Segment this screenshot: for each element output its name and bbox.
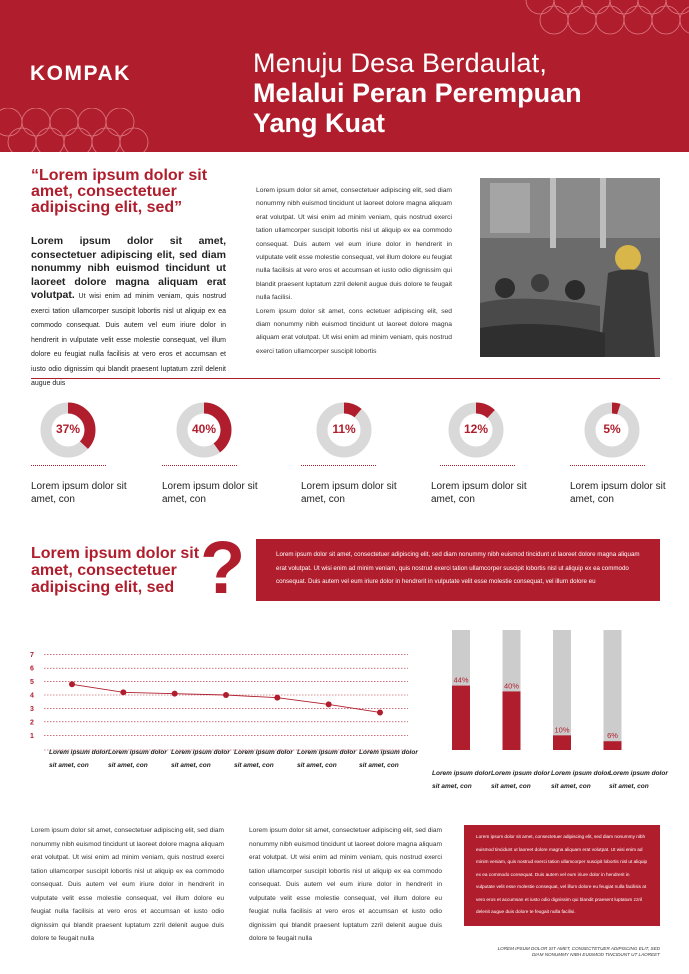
dotted-separator bbox=[570, 465, 645, 466]
bar-category-label: Lorem ipsum dolor sit amet, con bbox=[491, 770, 550, 790]
x-category-label: Lorem ipsum dolor sit amet, con bbox=[108, 749, 167, 769]
lead-rest: Ut wisi enim ad minim veniam, quis nostrud exerci tation ullamcorper suscipit lobortis nisl ut aliquip ex ea commodo consequat. Duis autem vel eum iriure dolor in hendrerit in vulputate velit esse molestie consequat, vel illum dolore eu feugiat nulla facilisis at vero eros et accumsan et iusto odio dignissim qui blandit praesent luptatum zzril delenit augue duis bbox=[31, 293, 226, 387]
footnote: LOREM IPSUM DOLOR SIT AMET, CONSECTETUER ADIPISCING ELIT, SED DIAM NONUMMY NIBH EUISMOD TINCIDUNT UT LAOREET bbox=[497, 946, 660, 957]
bar-value-label: 44% bbox=[453, 675, 469, 685]
donut-percent-label: 12% bbox=[463, 422, 489, 436]
dotted-separator bbox=[31, 465, 106, 466]
x-category-label: Lorem ipsum dolor sit amet, con bbox=[359, 749, 418, 769]
stat-caption: Lorem ipsum dolor sit amet, con bbox=[301, 481, 397, 505]
donut-chart-5 bbox=[584, 402, 640, 458]
bottom-column-1: Lorem ipsum dolor sit amet, consectetuer adipiscing elit, sed diam nonummy nibh euismod tincidunt ut laoreet dolore magna aliquam erat volutpat. Ut wisi enim ad minim veniam, quis nostrud exerci tation ullamcorper suscipit lobortis nisl ut aliquip ex ea commodo consequat. Duis autem vel eum iriure dolor in hendrerit in vulputate velit esse molestie consequat, vel illum dolore eu feugiat nulla facilisis at vero eros et accumsan et iusto odio dignissim qui blandit praesent luptatum zzril delenit augue duis dolore te feugait nulla bbox=[31, 827, 224, 942]
x-category-label: Lorem ipsum dolor sit amet, con bbox=[297, 749, 356, 769]
donut-chart-1 bbox=[40, 402, 96, 458]
bar bbox=[503, 691, 521, 750]
stat-caption: Lorem ipsum dolor sit amet, con bbox=[31, 481, 127, 505]
pull-quote: “Lorem ipsum dolor sit amet, consectetuer adipiscing elit, sed” bbox=[31, 167, 208, 216]
donut-percent-label: 5% bbox=[603, 422, 621, 436]
x-category-label: Lorem ipsum dolor sit amet, con bbox=[49, 749, 108, 769]
dotted-separator bbox=[440, 465, 515, 466]
highlight-box: Lorem ipsum dolor sit amet, consectetuer adipiscing elit, sed diam nonummy nibh euismod tincidunt ut laoreet dolore magna aliquam erat volutpat. Ut wisi enim ad minim veniam, quis nostrud exerci tation ullamcorper suscipit lobortis nisl ut aliquip ex ea commodo consequat. Duis autem vel eum iriure dolor in hendrerit in vulputate velit esse molestie consequat, vel illum dolore eu bbox=[256, 539, 660, 601]
y-tick-label: 5 bbox=[30, 679, 34, 687]
data-point bbox=[274, 695, 280, 701]
bar-category-label: Lorem ipsum dolor sit amet, con bbox=[609, 770, 668, 790]
data-point bbox=[377, 709, 383, 715]
stat-caption: Lorem ipsum dolor sit amet, con bbox=[162, 481, 258, 505]
stat-caption: Lorem ipsum dolor sit amet, con bbox=[570, 481, 666, 505]
bottom-highlight-box: Lorem ipsum dolor sit amet, consectetuer adipiscing elit, sed diam nonummy nibh euismod tincidunt ut laoreet dolore magna aliquam erat volutpat. Ut wisi enim ad minim veniam, quis nostrud exerci tation ullamcorper suscipit lobortis nisl ut aliquip ex ea commodo consequat. Duis autem vel eum iriure dolor in hendrerit in vulputate velit esse molestie consequat, vel illum dolore eu feugiat nulla facilisis at vero eros et accumsan et iusto odio dignissim qui blandit praesent luptatum zzril delenit augue duis dolore te feugait nulla facilisi. bbox=[464, 825, 660, 926]
lead-paragraph bbox=[31, 235, 226, 391]
body-column bbox=[256, 184, 452, 358]
data-point bbox=[172, 691, 178, 697]
data-point bbox=[69, 681, 75, 687]
y-tick-label: 6 bbox=[30, 665, 34, 673]
page-title-line3: Yang Kuat bbox=[253, 108, 386, 138]
data-point bbox=[223, 692, 229, 698]
y-tick-label: 1 bbox=[30, 732, 34, 740]
donut-chart-4 bbox=[448, 402, 504, 458]
donut-chart-2 bbox=[176, 402, 232, 458]
donut-percent-label: 40% bbox=[191, 422, 217, 436]
page-title-line1: Menuju Desa Berdaulat, bbox=[253, 48, 548, 78]
x-category-label: Lorem ipsum dolor sit amet, con bbox=[234, 749, 293, 769]
stat-caption: Lorem ipsum dolor sit amet, con bbox=[431, 481, 527, 505]
data-point bbox=[120, 689, 126, 695]
y-tick-label: 7 bbox=[30, 652, 34, 660]
lead-bold: Lorem ipsum dolor sit amet, consectetuer adipiscing elit, sed diam nonummy nibh euismod tincidunt ut laoreet dolore magna aliquam erat volutpat. bbox=[31, 235, 226, 301]
y-tick-label: 2 bbox=[30, 719, 34, 727]
bar bbox=[604, 741, 622, 750]
body-paragraph-2: Lorem ipsum dolor sit amet, cons ectetuer adipiscing elit, sed diam nonummy nibh euismod tincidunt ut laoreet dolore magna aliquam erat volutpat. Ut wisi enim ad minim veniam, quis nostrud exerci tation ullamcorper suscipit lobortis bbox=[256, 307, 452, 355]
bar-value-label: 10% bbox=[554, 725, 570, 735]
donut-percent-label: 11% bbox=[332, 422, 356, 436]
y-tick-label: 4 bbox=[30, 692, 34, 700]
donut-percent-label: 37% bbox=[55, 422, 81, 436]
data-point bbox=[326, 701, 332, 707]
question-heading: Lorem ipsum dolor sit amet, consectetuer adipiscing elit, sed bbox=[31, 545, 200, 596]
page-title-line2: Melalui Peran Perempuan bbox=[253, 78, 582, 108]
bar bbox=[452, 686, 470, 750]
bar-category-label: Lorem ipsum dolor sit amet, con bbox=[551, 770, 610, 790]
donut-chart-3 bbox=[316, 402, 372, 458]
decorative-pattern-bottom-left bbox=[0, 108, 150, 152]
photo-woman-speaking bbox=[480, 178, 660, 357]
section-divider bbox=[31, 378, 660, 379]
logo: KOMPAK bbox=[30, 62, 131, 85]
bar-category-label: Lorem ipsum dolor sit amet, con bbox=[432, 770, 491, 790]
bar bbox=[553, 735, 571, 750]
y-tick-label: 3 bbox=[30, 705, 34, 713]
x-category-label: Lorem ipsum dolor sit amet, con bbox=[171, 749, 230, 769]
series-line bbox=[72, 684, 380, 712]
body-paragraph-1: Lorem ipsum dolor sit amet, consectetuer adipiscing elit, sed diam nonummy nibh euismod tincidunt ut laoreet dolore magna aliquam erat volutpat. Ut wisi enim ad minim veniam, quis nostrud exerci tation ullamcorper suscipit lobortis nisl ut aliquip ex ea commodo consequat. Duis autem vel eum iriure dolor in hendrerit in vulputate velit esse molestie consequat, vel illum dolore eu feugiat nulla facilisis at vero eros et accumsan et iusto odio dignissim qui blandit praesent luptatum zzril delenit augue duis dolore te feugait nulla facilisi. bbox=[256, 187, 452, 302]
bottom-column-2: Lorem ipsum dolor sit amet, consectetuer adipiscing elit, sed diam nonummy nibh euismod tincidunt ut laoreet dolore magna aliquam erat volutpat. Ut wisi enim ad minim veniam, quis nostrud exerci tation ullamcorper suscipit lobortis nisl ut aliquip ex ea commodo consequat. Duis autem vel eum iriure dolor in hendrerit in vulputate velit esse molestie consequat, vel illum dolore eu feugiat nulla facilisis at vero eros et accumsan et iusto odio dignissim qui blandit praesent luptatum zzril delenit augue duis dolore te feugait nulla bbox=[249, 827, 442, 942]
header-banner bbox=[0, 0, 689, 152]
dotted-separator bbox=[301, 465, 376, 466]
dotted-separator bbox=[162, 465, 237, 466]
bar-value-label: 40% bbox=[503, 681, 520, 691]
bar-value-label: 6% bbox=[607, 731, 618, 741]
decorative-pattern-top-right bbox=[520, 0, 689, 45]
question-mark-icon: ? bbox=[200, 526, 246, 609]
bar-chart bbox=[450, 630, 660, 755]
